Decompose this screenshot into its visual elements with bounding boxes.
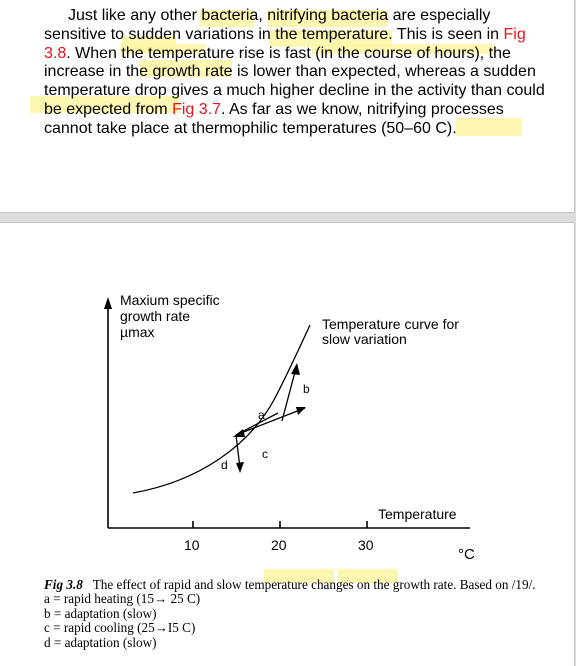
page-top (0, 0, 575, 213)
curve-label: Temperature curve for (322, 316, 459, 332)
arrow-label-c: c (262, 447, 268, 461)
figure-caption (44, 578, 544, 650)
x-tick-label: 20 (271, 537, 287, 553)
arrow-label-b: b (303, 382, 310, 396)
x-tick-label: 10 (184, 537, 200, 553)
figure-reference-link[interactable]: Fig 3.8 (44, 25, 526, 62)
y-axis-label: growth rate (120, 308, 191, 324)
page-bottom (0, 222, 575, 666)
paragraph-text: (50–60 C) (381, 119, 453, 137)
caption-label: Fig 3.8 (44, 577, 83, 592)
caption-item: d = adaptation (slow) (44, 634, 157, 650)
body-paragraph (44, 7, 556, 139)
curve-label: slow variation (322, 331, 407, 347)
x-axis-label: Temperature (378, 506, 457, 522)
caption-item: c = rapid cooling (25→I5 C) (44, 620, 196, 636)
caption-item: a = rapid heating (15→ 25 C) (44, 591, 201, 607)
x-tick-label: 30 (358, 537, 374, 553)
caption-text: The effect of rapid and slow temperature changes on the growth rate. Based on /19/. (92, 577, 536, 592)
arrow-b-line (282, 368, 296, 421)
x-unit-label: °C (458, 546, 475, 563)
arrow-b-head (291, 363, 300, 375)
arrow-label-d: d (221, 458, 228, 472)
arrow-label-a: a (258, 408, 265, 422)
caption-item: b = adaptation (slow) (44, 605, 157, 621)
arrow-d-head (236, 462, 244, 473)
figure-reference-link[interactable]: Fig 3.7 (172, 100, 221, 118)
y-axis-label: µmax (120, 324, 155, 340)
y-axis-label: Maxium specific (120, 292, 220, 308)
paragraph-text: . (452, 119, 457, 137)
paragraph-text: . When the temperature rise is fast (in the course of hours), the increase in the growth rate is lower than expected, whereas a sudden temperature drop gives a much higher decline in the activity than could be expected from (44, 44, 545, 118)
y-axis-arrowhead (104, 297, 112, 309)
arrow-a-head (296, 407, 306, 415)
arrow-a-line (236, 408, 305, 435)
arrow-c-head (233, 429, 245, 437)
paragraph-text: . As far as we know, nitrifying processes cannot take place at thermophilic temperatures (44, 100, 504, 137)
paragraph-text: Just like any other bacteria, nitrifying bacteria are especially sensitive to sudden variations in the temperature. This is seen in (44, 7, 504, 43)
